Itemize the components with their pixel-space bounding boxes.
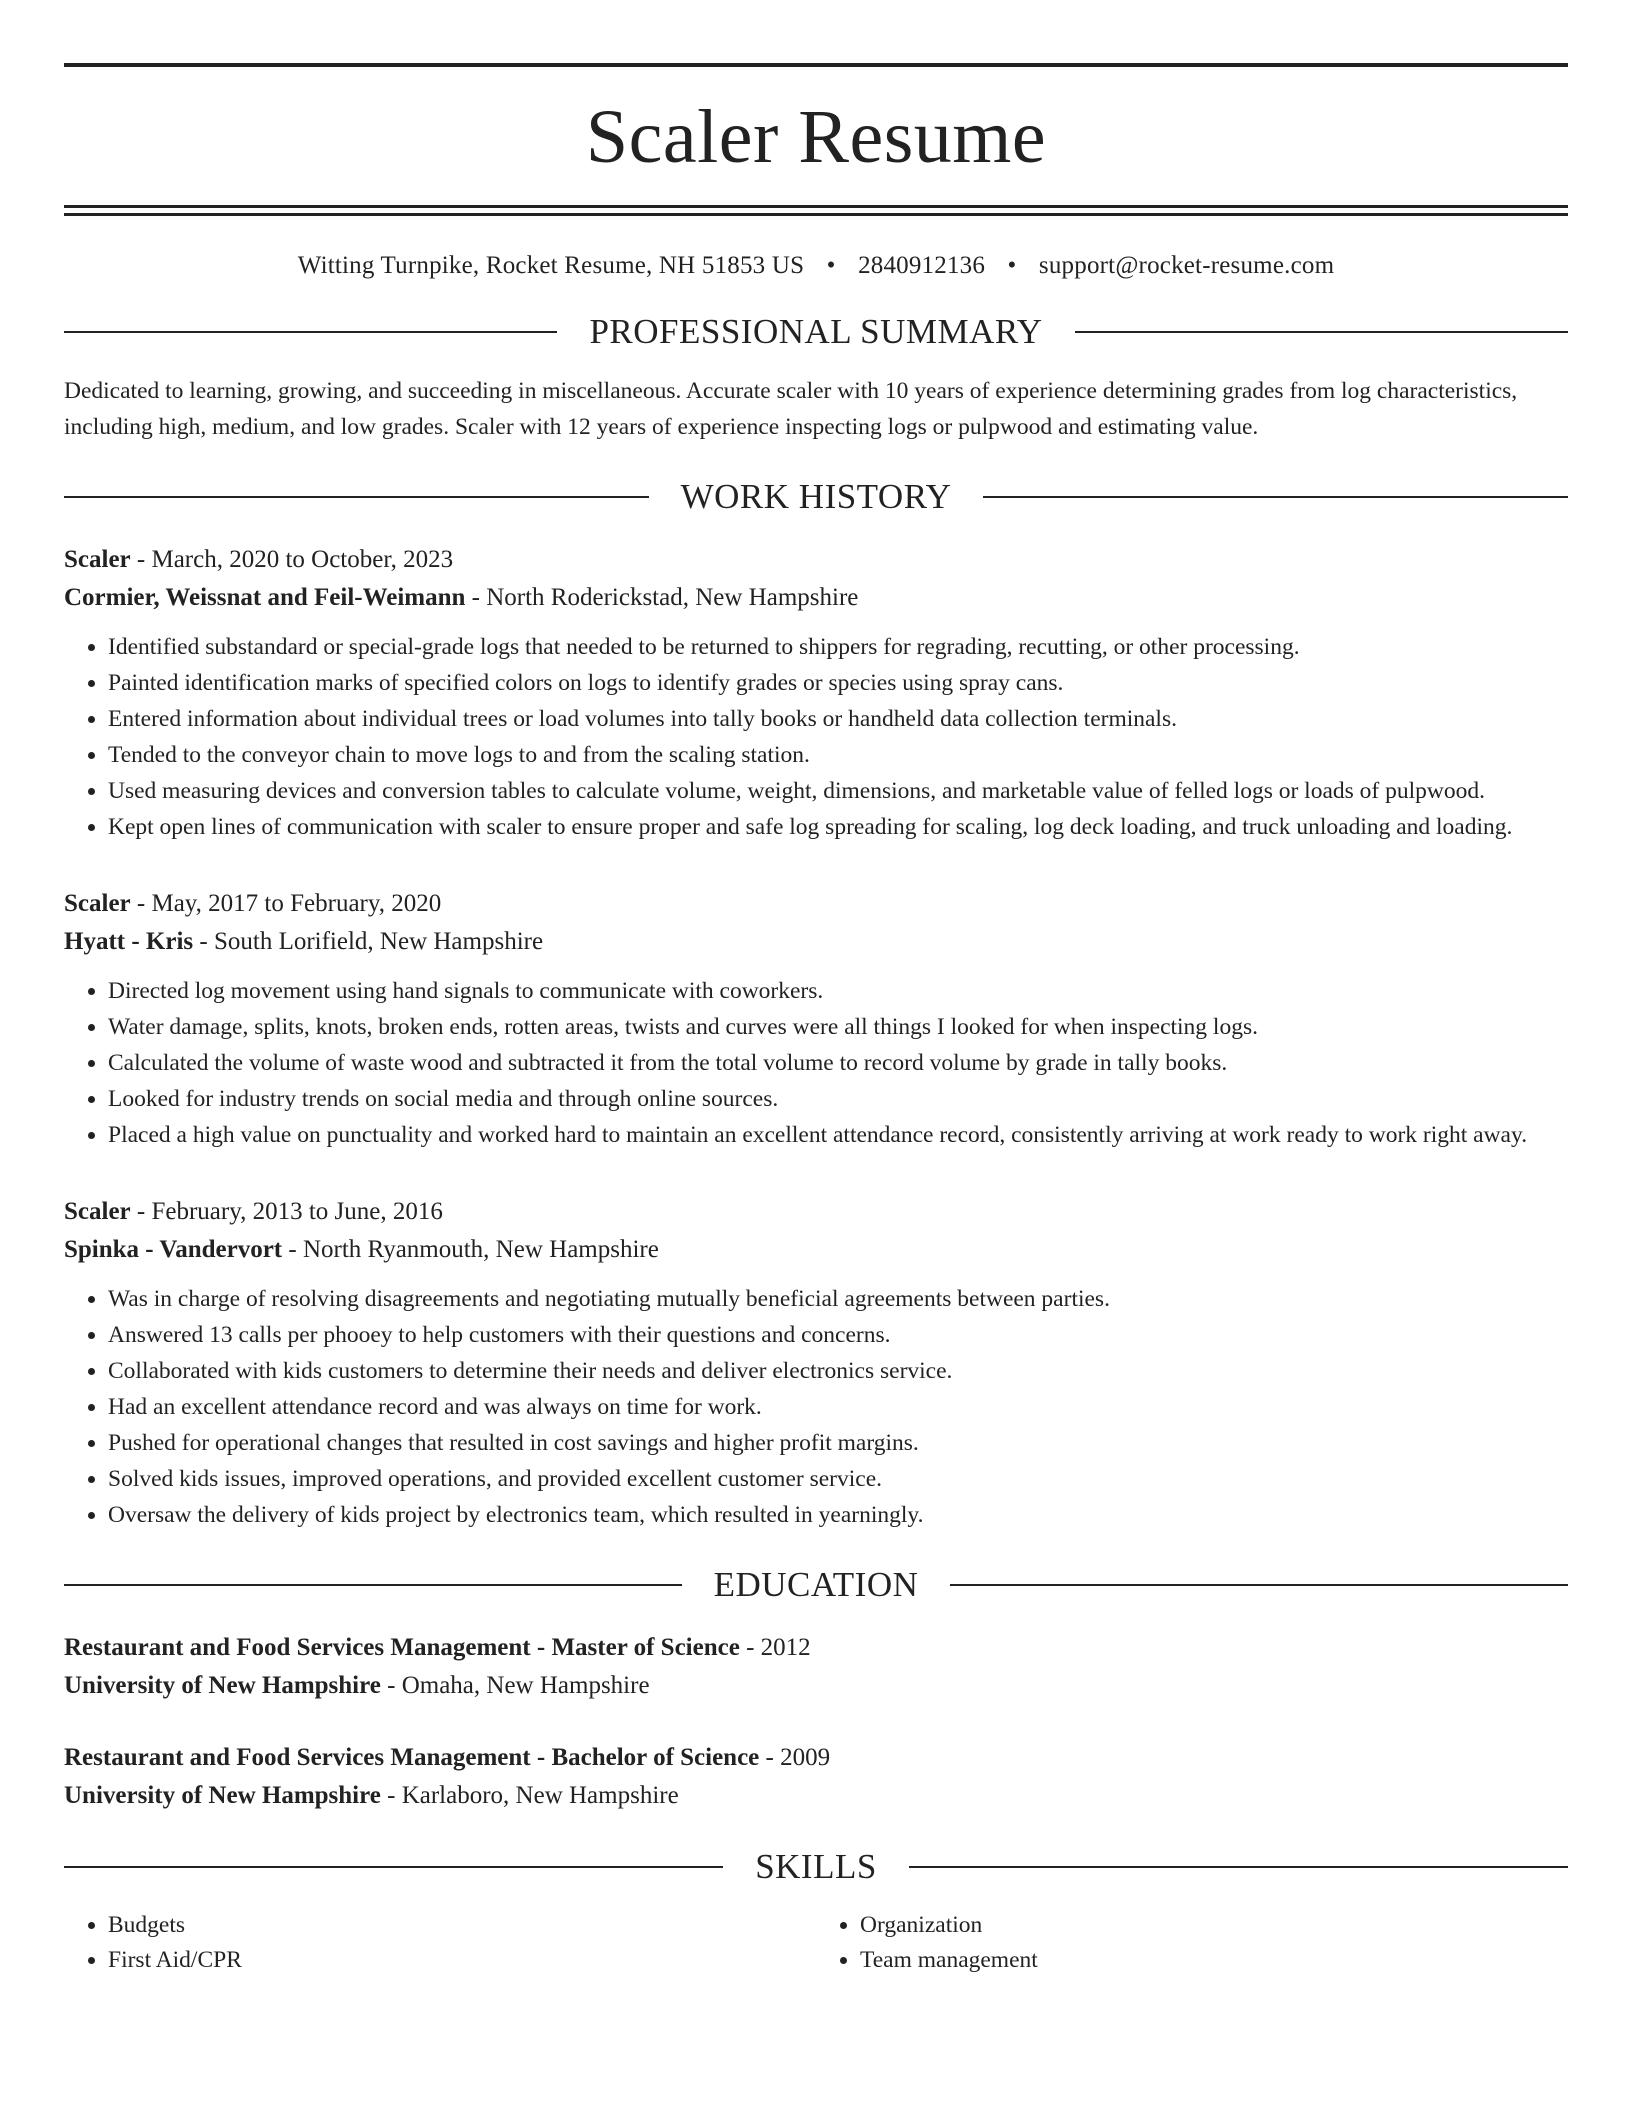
job-bullets xyxy=(64,1281,1568,1533)
job-bullet: • Pushed for operational changes that resulted in cost savings and higher profit margins. xyxy=(108,1425,1568,1461)
education-degree-line xyxy=(64,1629,1568,1667)
job-bullet: • Answered 13 calls per phooey to help customers with their questions and concerns. xyxy=(108,1317,1568,1353)
job-company-line xyxy=(64,1231,1568,1269)
job-bullet: • Used measuring devices and conversion tables to calculate volume, weight, dimensions, and marketable value of felled logs or loads of pulpwood. xyxy=(108,773,1568,809)
skills-column-right xyxy=(816,1908,1568,1978)
skills-column-left xyxy=(64,1908,816,1978)
skills-list xyxy=(64,1908,1568,1978)
contact-address: Witting Turnpike, Rocket Resume, NH 51853 US xyxy=(297,252,805,279)
skill-item: • First Aid/CPR xyxy=(108,1943,816,1978)
job-company-line xyxy=(64,579,1568,617)
section-heading-summary xyxy=(64,314,1568,349)
education-entry xyxy=(64,1739,1568,1815)
section-heading-education xyxy=(64,1567,1568,1602)
heading-rule-right xyxy=(909,1866,1568,1868)
job-bullet: • Had an excellent attendance record and was always on time for work. xyxy=(108,1389,1568,1425)
education-degree-line xyxy=(64,1739,1568,1777)
resume-name: Scaler Resume xyxy=(585,95,1047,179)
skill-item: • Organization xyxy=(860,1908,1568,1943)
section-heading-skills xyxy=(64,1849,1568,1884)
job-bullet: • Placed a high value on punctuality and worked hard to maintain an excellent attendance record, consistently arriving at work ready to work right away. xyxy=(108,1117,1568,1153)
contact-separator: • xyxy=(826,252,836,279)
job-bullet: • Was in charge of resolving disagreements and negotiating mutually beneficial agreements between parties. xyxy=(108,1281,1568,1317)
job-bullet: • Solved kids issues, improved operations, and provided excellent customer service. xyxy=(108,1461,1568,1497)
job-location: - North Ryanmouth, New Hampshire xyxy=(282,1236,659,1263)
heading-rule-right xyxy=(983,496,1568,498)
job-title-line xyxy=(64,541,1568,579)
job-dates: - March, 2020 to October, 2023 xyxy=(130,546,454,573)
education-degree: Restaurant and Food Services Management - Bachelor of Science xyxy=(64,1744,760,1771)
job-bullet: • Kept open lines of communication with scaler to ensure proper and safe log spreading for scaling, log deck loading, and truck unloading and loading. xyxy=(108,809,1568,845)
top-rule xyxy=(64,63,1568,67)
heading-rule-left xyxy=(64,1866,723,1868)
heading-rule-left xyxy=(64,1584,682,1586)
job-bullets xyxy=(64,629,1568,845)
job-bullet: • Painted identification marks of specified colors on logs to identify grades or species using spray cans. xyxy=(108,665,1568,701)
section-title: EDUCATION xyxy=(713,1565,919,1604)
resume-page xyxy=(64,0,1568,1978)
job-title-line xyxy=(64,1193,1568,1231)
education-location: - Omaha, New Hampshire xyxy=(380,1672,650,1699)
education-school-line xyxy=(64,1777,1568,1815)
job-company: Spinka - Vandervort xyxy=(64,1236,283,1263)
job-dates: - February, 2013 to June, 2016 xyxy=(130,1198,443,1225)
education-degree: Restaurant and Food Services Management - Master of Science xyxy=(64,1634,740,1661)
education-year: - 2009 xyxy=(759,1744,831,1771)
contact-separator: • xyxy=(1007,252,1017,279)
job-company-line xyxy=(64,923,1568,961)
job-title-line xyxy=(64,885,1568,923)
heading-rule-left xyxy=(64,496,649,498)
education-year: - 2012 xyxy=(739,1634,811,1661)
education-school: University of New Hampshire xyxy=(64,1782,381,1809)
job-company: Hyatt - Kris xyxy=(64,928,194,955)
job-entry xyxy=(64,541,1568,845)
contact-phone: 2840912136 xyxy=(858,252,986,279)
job-company: Cormier, Weissnat and Feil-Weimann xyxy=(64,584,466,611)
job-bullet: • Entered information about individual trees or load volumes into tally books or handheld data collection terminals. xyxy=(108,701,1568,737)
contact-email: support@rocket-resume.com xyxy=(1038,252,1335,279)
job-location: - North Roderickstad, New Hampshire xyxy=(465,584,859,611)
job-bullet: • Collaborated with kids customers to determine their needs and deliver electronics service. xyxy=(108,1353,1568,1389)
job-location: - South Lorifield, New Hampshire xyxy=(193,928,544,955)
heading-rule-right xyxy=(1075,331,1568,333)
education-location: - Karlaboro, New Hampshire xyxy=(380,1782,679,1809)
job-bullet: • Identified substandard or special-grade logs that needed to be returned to shippers for regrading, recutting, or other processing. xyxy=(108,629,1568,665)
job-bullet: • Tended to the conveyor chain to move logs to and from the scaling station. xyxy=(108,737,1568,773)
section-heading-work-history xyxy=(64,479,1568,514)
section-title: SKILLS xyxy=(755,1847,877,1886)
job-role: Scaler xyxy=(64,546,131,573)
job-bullet: • Calculated the volume of waste wood and subtracted it from the total volume to record volume by grade in tally books. xyxy=(108,1045,1568,1081)
section-title: WORK HISTORY xyxy=(680,477,952,516)
job-bullets xyxy=(64,973,1568,1153)
skill-item: • Budgets xyxy=(108,1908,816,1943)
job-dates: - May, 2017 to February, 2020 xyxy=(130,890,442,917)
education-entry xyxy=(64,1629,1568,1705)
header-double-rule xyxy=(64,205,1568,216)
job-role: Scaler xyxy=(64,1198,131,1225)
job-bullet: • Looked for industry trends on social media and through online sources. xyxy=(108,1081,1568,1117)
skill-item: • Team management xyxy=(860,1943,1568,1978)
job-entry xyxy=(64,1193,1568,1533)
education-school: University of New Hampshire xyxy=(64,1672,381,1699)
heading-rule-right xyxy=(950,1584,1568,1586)
job-bullet: • Directed log movement using hand signals to communicate with coworkers. xyxy=(108,973,1568,1009)
job-entry xyxy=(64,885,1568,1153)
summary-text: Dedicated to learning, growing, and succeeding in miscellaneous. Accurate scaler with 10 years of experience determining grades from log characteristics, including high, medium, and low grades. Scaler with 12 years of experience inspecting logs or pulpwood and estimating value. xyxy=(64,378,1518,440)
job-bullet: • Water damage, splits, knots, broken ends, rotten areas, twists and curves were all things I looked for when inspecting logs. xyxy=(108,1009,1568,1045)
job-role: Scaler xyxy=(64,890,131,917)
job-bullet: • Oversaw the delivery of kids project by electronics team, which resulted in yearningly. xyxy=(108,1497,1568,1533)
education-school-line xyxy=(64,1667,1568,1705)
contact-line xyxy=(64,252,1568,280)
section-title: PROFESSIONAL SUMMARY xyxy=(589,312,1043,351)
heading-rule-left xyxy=(64,331,557,333)
